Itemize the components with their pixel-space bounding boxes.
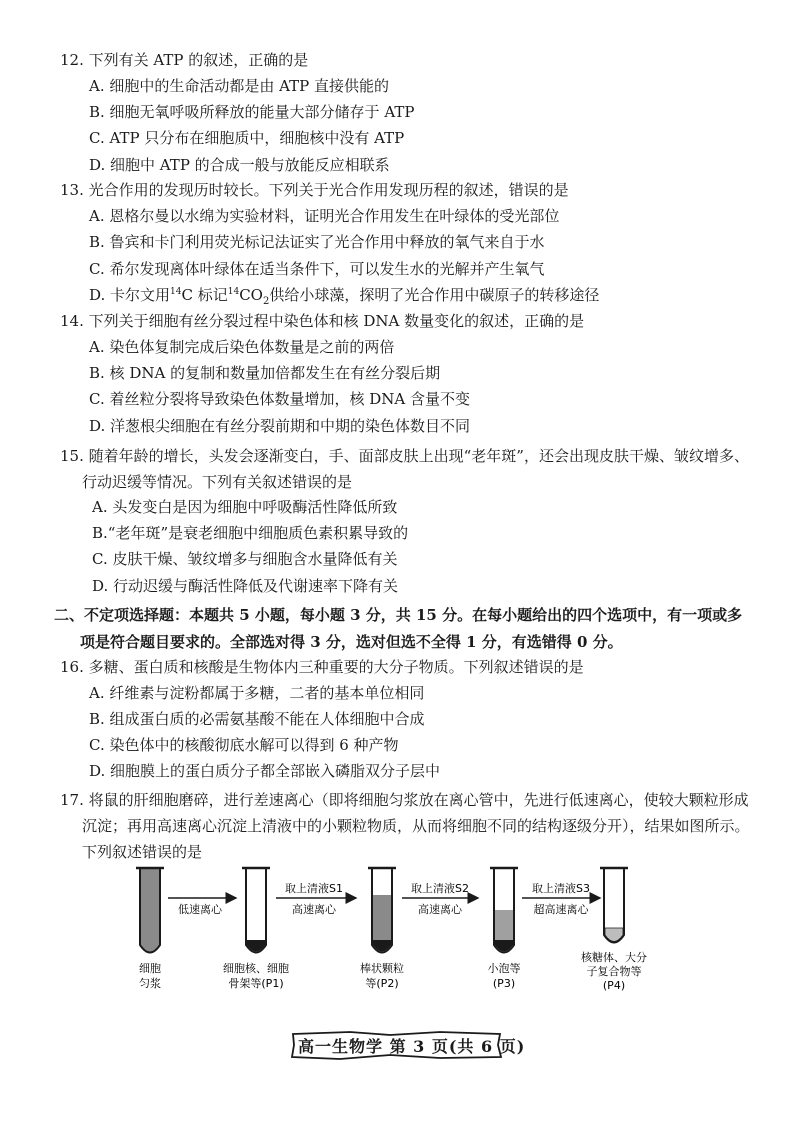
arrow3-bottom-label: 高速离心	[418, 903, 462, 916]
q17-stem-text: 17. 将鼠的肝细胞磨碎，进行差速离心（即将细胞匀浆放在离心管中，先进行低速离心，使较大颗粒形成沉淀；再用高速离心沉淀上清液中的小颗粒物质，从而将细胞不同的结构逐级分开），结果如图所示。下列叙述错误的是	[60, 791, 750, 861]
tube2-label-1: 棒状颗粒	[360, 962, 404, 975]
tube-p3	[490, 868, 518, 953]
tube-homogenate	[136, 868, 164, 953]
tube-p4	[600, 868, 628, 943]
q13-d-sub: 2	[262, 296, 270, 307]
q12-stem: 12. 下列有关 ATP 的叙述，正确的是	[60, 51, 309, 69]
tube0-label-1: 细胞	[139, 962, 161, 975]
q14-option-b: B. 核 DNA 的复制和数量加倍都发生在有丝分裂后期	[89, 364, 441, 382]
q13-option-c: C. 希尔发现离体叶绿体在适当条件下，可以发生水的光解并产生氧气	[89, 260, 545, 278]
tube4-label-2: 子复合物等	[586, 965, 642, 978]
q13-d-pre: D. 卡尔文用	[89, 286, 171, 304]
q13-stem: 13. 光合作用的发现历时较长。下列关于光合作用发现历程的叙述，错误的是	[60, 181, 569, 199]
tube-p1	[242, 868, 270, 953]
q16-option-c: C. 染色体中的核酸彻底水解可以得到 6 种产物	[89, 736, 399, 754]
arrow2-top-label: 取上清液S1	[285, 882, 343, 895]
q16-option-b: B. 组成蛋白质的必需氨基酸不能在人体细胞中合成	[89, 710, 425, 728]
q13-d-mid1: C 标记	[181, 286, 228, 304]
q15-option-a: A. 头发变白是因为细胞中呼吸酶活性降低所致	[92, 498, 398, 516]
q13-option-b: B. 鲁宾和卡门利用荧光标记法证实了光合作用中释放的氧气来自于水	[89, 233, 545, 251]
tube3-label-1: 小泡等	[487, 962, 521, 975]
arrow1-bottom-label: 低速离心	[178, 903, 222, 916]
q12-option-b: B. 细胞无氧呼吸所释放的能量大部分储存于 ATP	[89, 103, 415, 121]
tube3-label-2: (P3)	[492, 977, 516, 990]
footer-text: 高一生物学 第 3 页(共 6 页)	[298, 1037, 526, 1056]
q14-option-d: D. 洋葱根尖细胞在有丝分裂前期和中期的染色体数目不同	[89, 417, 471, 435]
q12-option-d: D. 细胞中 ATP 的合成一般与放能反应相联系	[89, 156, 390, 174]
tube-p2	[368, 868, 396, 953]
q13-d-sup2: 14	[227, 287, 240, 297]
q13-d-post: 供给小球藻，探明了光合作用中碳原子的转移途径	[269, 286, 600, 304]
q16-option-d: D. 细胞膜上的蛋白质分子都全部嵌入磷脂双分子层中	[89, 762, 441, 780]
q16-option-a: A. 纤维素与淀粉都属于多糖，二者的基本单位相同	[89, 684, 425, 702]
tube4-label-3: (P4)	[602, 979, 626, 992]
tube2-label-2: 等(P2)	[365, 977, 399, 990]
q14-option-a: A. 染色体复制完成后染色体数量是之前的两倍	[89, 338, 395, 356]
q13-option-a: A. 恩格尔曼以水绵为实验材料，证明光合作用发生在叶绿体的受光部位	[89, 207, 560, 225]
q16-stem: 16. 多糖、蛋白质和核酸是生物体内三种重要的大分子物质。下列叙述错误的是	[60, 658, 584, 676]
tube4-label-1: 核糖体、大分	[581, 951, 647, 964]
q12-option-a: A. 细胞中的生命活动都是由 ATP 直接供能的	[89, 77, 390, 95]
q14-stem: 14. 下列关于细胞有丝分裂过程中染色体和核 DNA 数量变化的叙述，正确的是	[60, 312, 585, 330]
arrow2-bottom-label: 高速离心	[292, 903, 336, 916]
tube1-label-2: 骨架等(P1)	[228, 977, 284, 990]
q14-option-c: C. 着丝粒分裂将导致染色体数量增加，核 DNA 含量不变	[89, 390, 471, 408]
tube0-label-2: 匀浆	[139, 977, 161, 990]
arrow3-top-label: 取上清液S2	[411, 882, 469, 895]
q15-stem-text: 15. 随着年龄的增长，头发会逐渐变白，手、面部皮肤上出现“老年斑”，还会出现皮肤干燥、皱纹增多、行动迟缓等情况。下列有关叙述错误的是	[60, 447, 749, 491]
q13-d-sup1: 14	[170, 287, 182, 297]
tube1-label-1: 细胞核、细胞	[223, 962, 289, 975]
section2-text: 二、不定项选择题：本题共 5 小题，每小题 3 分，共 15 分。在每小题给出的四个选项中，有一项或多项是符合题目要求的。全部选对得 3 分，选对但选不全得 1 分，有选错得 0 分。	[54, 606, 743, 651]
page-footer	[290, 1030, 526, 1060]
arrow4-top-label: 取上清液S3	[532, 882, 590, 895]
q13-d-mid2: CO	[239, 286, 263, 304]
q15-option-b: B.“老年斑”是衰老细胞中细胞质色素积累导致的	[92, 524, 409, 542]
q15-option-c: C. 皮肤干燥、皱纹增多与细胞含水量降低有关	[92, 550, 398, 568]
q15-option-d: D. 行动迟缓与酶活性降低及代谢速率下降有关	[92, 577, 399, 595]
q12-option-c: C. ATP 只分布在细胞质中，细胞核中没有 ATP	[89, 129, 405, 147]
arrow4-bottom-label: 超高速离心	[533, 903, 589, 916]
